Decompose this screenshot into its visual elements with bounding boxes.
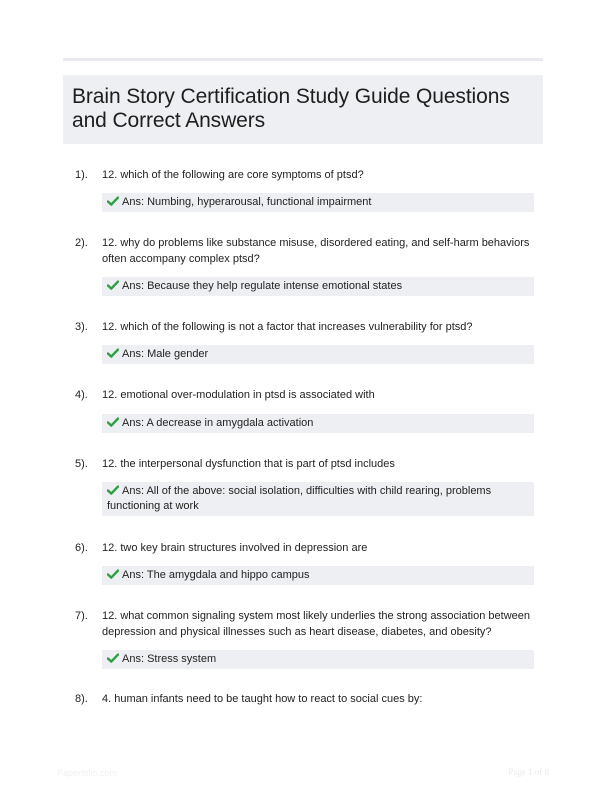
check-icon <box>107 485 119 495</box>
check-icon <box>107 653 119 663</box>
check-icon <box>107 196 119 206</box>
question-number: 8). <box>75 693 88 705</box>
footer-source: Paperfolio.com <box>57 768 118 778</box>
answer-box <box>102 277 534 296</box>
answer-text: Ans: Stress system <box>122 653 217 665</box>
title-banner <box>63 75 543 144</box>
check-icon <box>107 280 119 290</box>
check-icon <box>107 569 119 579</box>
answer-box <box>102 650 534 669</box>
question-number: 3). <box>75 321 88 333</box>
question-text: 12. which of the following is not a factor that increases vulnerability for ptsd? <box>102 321 473 333</box>
question-text: 12. emotional over-modulation in ptsd is associated with <box>102 389 375 401</box>
answer-box <box>102 345 534 364</box>
question-text: 12. what common signaling system most likely underlies the strong association between depression and physical illnesses such as heart disease, diabetes, and obesity? <box>102 610 530 638</box>
answer-text: Ans: Male gender <box>122 348 209 360</box>
question-number: 4). <box>75 389 88 401</box>
question-text: 12. two key brain structures involved in depression are <box>102 542 368 554</box>
answer-box <box>102 414 534 433</box>
question-number: 6). <box>75 542 88 554</box>
question-number: 7). <box>75 610 88 622</box>
check-icon <box>107 417 119 427</box>
question-text: 12. the interpersonal dysfunction that is part of ptsd includes <box>102 458 395 470</box>
answer-text: Ans: A decrease in amygdala activation <box>122 417 314 429</box>
question-text: 12. why do problems like substance misuse, disordered eating, and self-harm behaviors often accompany complex ptsd? <box>102 237 530 265</box>
question-number: 2). <box>75 237 88 249</box>
question-text: 12. which of the following are core symptoms of ptsd? <box>102 169 364 181</box>
answer-box <box>102 482 534 516</box>
answer-text: Ans: The amygdala and hippo campus <box>122 569 310 581</box>
answer-box <box>102 566 534 585</box>
answer-box <box>102 193 534 212</box>
question-number: 5). <box>75 458 88 470</box>
question-number: 1). <box>75 169 88 181</box>
check-icon <box>107 348 119 358</box>
answer-text: Ans: Because they help regulate intense emotional states <box>122 280 403 292</box>
answer-text: Ans: Numbing, hyperarousal, functional impairment <box>122 196 372 208</box>
top-divider <box>63 58 543 61</box>
page-title: Brain Story Certification Study Guide Questions and Correct Answers <box>72 85 510 132</box>
question-text: 4. human infants need to be taught how to react to social cues by: <box>102 693 423 705</box>
footer-page-number: Page 1 of 8 <box>508 767 549 777</box>
answer-text: Ans: All of the above: social isolation, difficulties with child rearing, problems functioning at work <box>107 485 492 512</box>
